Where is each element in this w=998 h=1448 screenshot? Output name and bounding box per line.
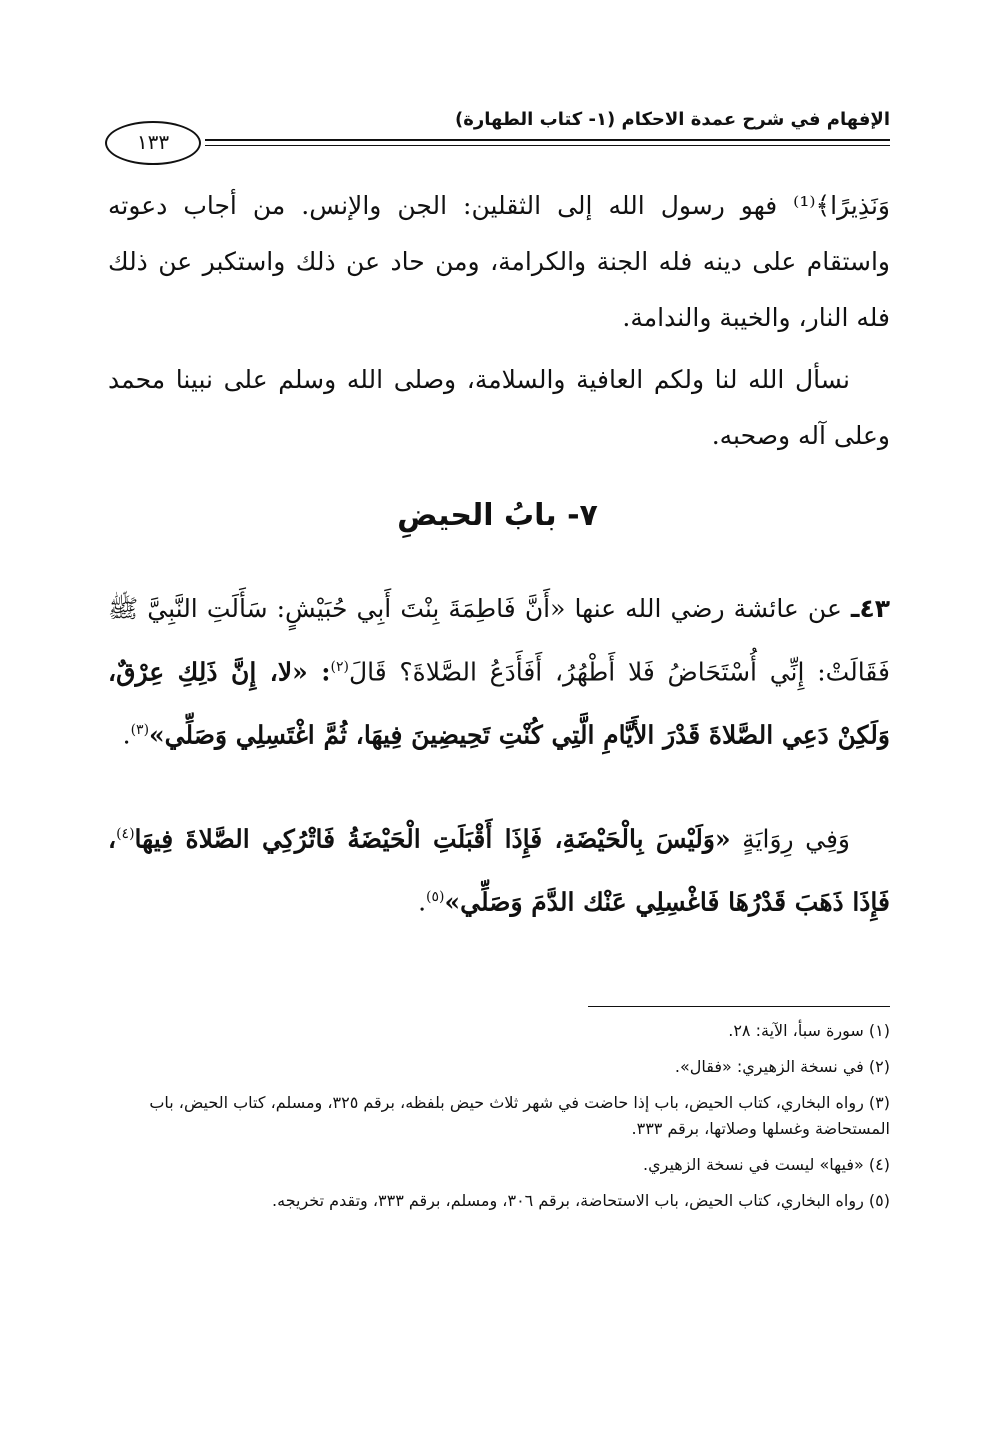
footnote-separator bbox=[588, 1006, 890, 1007]
footnote-1: (١) سورة سبأ، الآية: ٢٨. bbox=[728, 1021, 890, 1040]
hadith-43 bbox=[108, 580, 890, 765]
hadith-number: ٤٣ـ bbox=[850, 594, 890, 623]
hadith-intro: عن عائشة رضي الله عنها «أَنَّ فَاطِمَةَ بِنْتَ أَبِي حُبَيْشٍ: سَأَلَتِ النَّبِيَّ ﷺ فَقَالَتْ: إِنِّي أُسْتَحَاضُ فَلا أَطْهُرُ، أَفَأَدَعُ الصَّلاةَ؟ قَالَ bbox=[108, 594, 890, 687]
variant-text-1: «وَلَيْسَ بِالْحَيْضَةِ، فَإِذَا أَقْبَلَتِ الْحَيْضَةُ فَاتْرُكِي الصَّلاةَ فِيهَا bbox=[134, 824, 731, 854]
page-number: ١٣٣ bbox=[105, 121, 201, 165]
footnote-mark-2: (٢) bbox=[330, 659, 349, 675]
variant-intro: وَفِي رِوَايَةٍ bbox=[730, 824, 850, 854]
paragraph-2: نسأل الله لنا ولكم العافية والسلامة، وصلى الله وسلم على نبينا محمد وعلى آله وصحبه. bbox=[108, 365, 890, 450]
footnotes bbox=[108, 1018, 890, 1224]
hadith-prophet-speech: : «لا، إِنَّ ذَلِكِ عِرْقٌ، وَلَكِنْ دَعِي الصَّلاةَ قَدْرَ الأَيَّامِ الَّتِي كُنْتِ تَحِيضِينَ فِيهَا، ثُمَّ اغْتَسِلِي وَصَلِّي» bbox=[108, 657, 890, 750]
footnote-3: (٣) رواه البخاري، كتاب الحيض، باب إذا حاضت في شهر ثلاث حيض بلفظه، برقم ٣٢٥، ومسلم، كتاب الحيض، باب المستحاضة وغسلها وصلاتها، برقم ٣٣٣. bbox=[149, 1093, 890, 1138]
footnote-2: (٢) في نسخة الزهيري: «فقال». bbox=[674, 1057, 890, 1076]
header-rule-thick bbox=[205, 139, 890, 141]
variant-end: . bbox=[418, 887, 427, 917]
hadith-end: . bbox=[122, 720, 131, 750]
running-header bbox=[105, 103, 890, 154]
header-title: الإفهام في شرح عمدة الاحكام (١- كتاب الطهارة) bbox=[455, 109, 890, 130]
footnote-mark-4: (٤) bbox=[116, 826, 135, 842]
header-rule-thin bbox=[205, 145, 890, 146]
footnote-mark-3: (٣) bbox=[130, 722, 150, 739]
footnote-5: (٥) رواه البخاري، كتاب الحيض، باب الاستحاضة، برقم ٣٠٦، ومسلم، برقم ٣٣٣، وتقدم تخريجه. bbox=[272, 1191, 890, 1210]
paragraph-1: وَنَذِيرًا﴾⁽¹⁾ فهو رسول الله إلى الثقلين: الجن والإنس. من أجاب دعوته واستقام على دينه فله الجنة والكرامة، ومن حاد عن ذلك واستكبر عن ذلك فله النار، والخيبة والندامة. bbox=[108, 191, 890, 332]
hadith-variant bbox=[108, 805, 890, 932]
footnote-4: (٤) «فيها» ليست في نسخة الزهيري. bbox=[643, 1155, 890, 1174]
chapter-title: ٧- بابُ الحيضِ bbox=[397, 498, 598, 533]
footnote-mark-5: (٥) bbox=[426, 889, 445, 906]
variant-text-2: ، فَإِذَا ذَهَبَ قَدْرُهَا فَاغْسِلِي عَنْك الدَّمَ وَصَلِّي» bbox=[108, 824, 890, 917]
